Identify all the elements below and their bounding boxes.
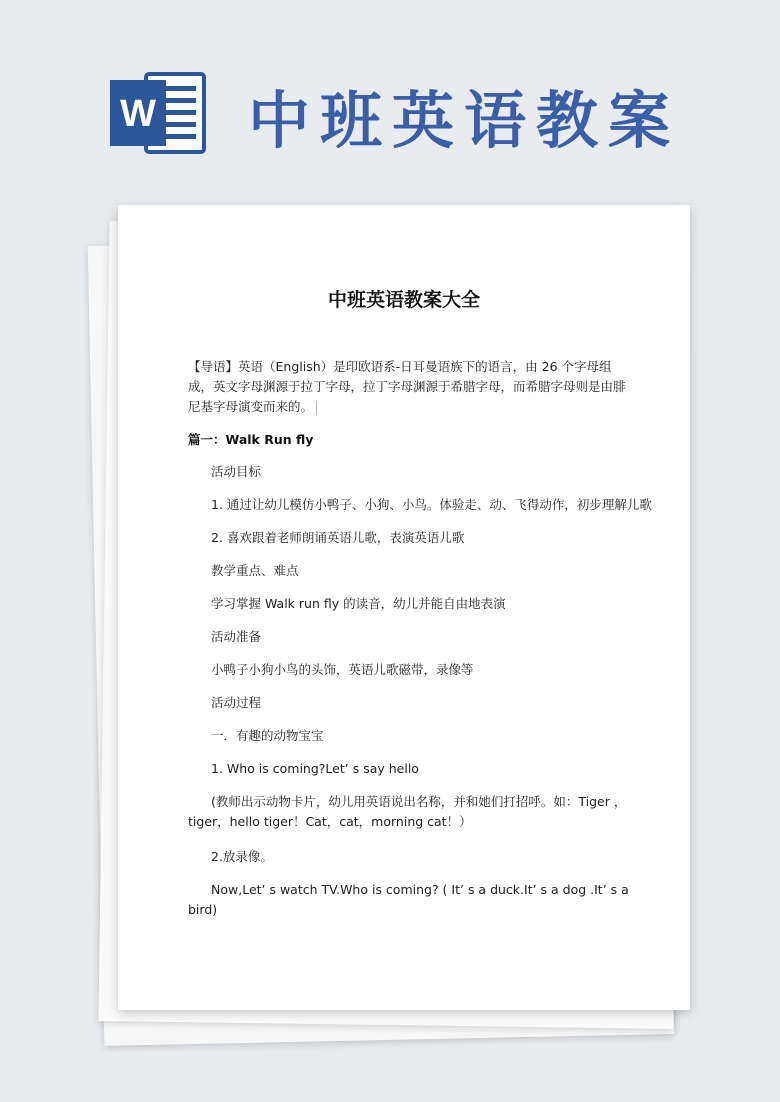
text-line: 一．有趣的动物宝宝 — [211, 728, 324, 743]
text-paragraph: Now,Let’ s watch TV.Who is coming? ( It’ s a duck.It’ s a dog .It’ s a bird) — [188, 882, 629, 917]
intro-paragraph — [188, 357, 628, 417]
text-line: 2.放录像。 — [211, 849, 273, 864]
banner — [108, 68, 708, 168]
word-icon — [108, 68, 208, 158]
banner-title: 中班英语教案 — [248, 84, 681, 157]
document-title: 中班英语教案大全 — [327, 289, 480, 311]
section-title: 篇一：Walk Run fly — [188, 432, 314, 447]
text-cursor — [316, 401, 317, 415]
text-line: 活动过程 — [211, 695, 262, 710]
text-line: 2. 喜欢跟着老师朗诵英语儿歌，表演英语儿歌 — [211, 530, 465, 545]
logo-letter: W — [120, 93, 156, 135]
text-line: 小鸭子小狗小鸟的头饰，英语儿歌磁带，录像等 — [211, 662, 474, 677]
text-line: 1. Who is coming?Let’ s say hello — [211, 761, 419, 776]
document-page — [118, 205, 690, 1010]
text-line: 1. 通过让幼儿模仿小鸭子、小狗、小鸟。体验走、动、飞得动作，初步理解儿歌 — [211, 497, 652, 512]
text-paragraph: (教师出示动物卡片，幼儿用英语说出名称，并和她们打招呼。如：Tiger ，tiger，hello tiger！Cat，cat，morning cat！） — [188, 794, 627, 829]
text-line: 学习掌握 Walk run fly 的读音，幼儿并能自由地表演 — [211, 596, 506, 611]
text-line: 教学重点、难点 — [211, 563, 299, 578]
text-line: 活动目标 — [211, 464, 262, 479]
intro-text: 【导语】英语（English）是印欧语系-日耳曼语族下的语言，由 26 个字母组成，英文字母渊源于拉丁字母，拉丁字母渊源于希腊字母，而希腊字母则是由腓尼基字母演变而来的。 — [188, 359, 626, 414]
text-line: 活动准备 — [211, 629, 262, 644]
